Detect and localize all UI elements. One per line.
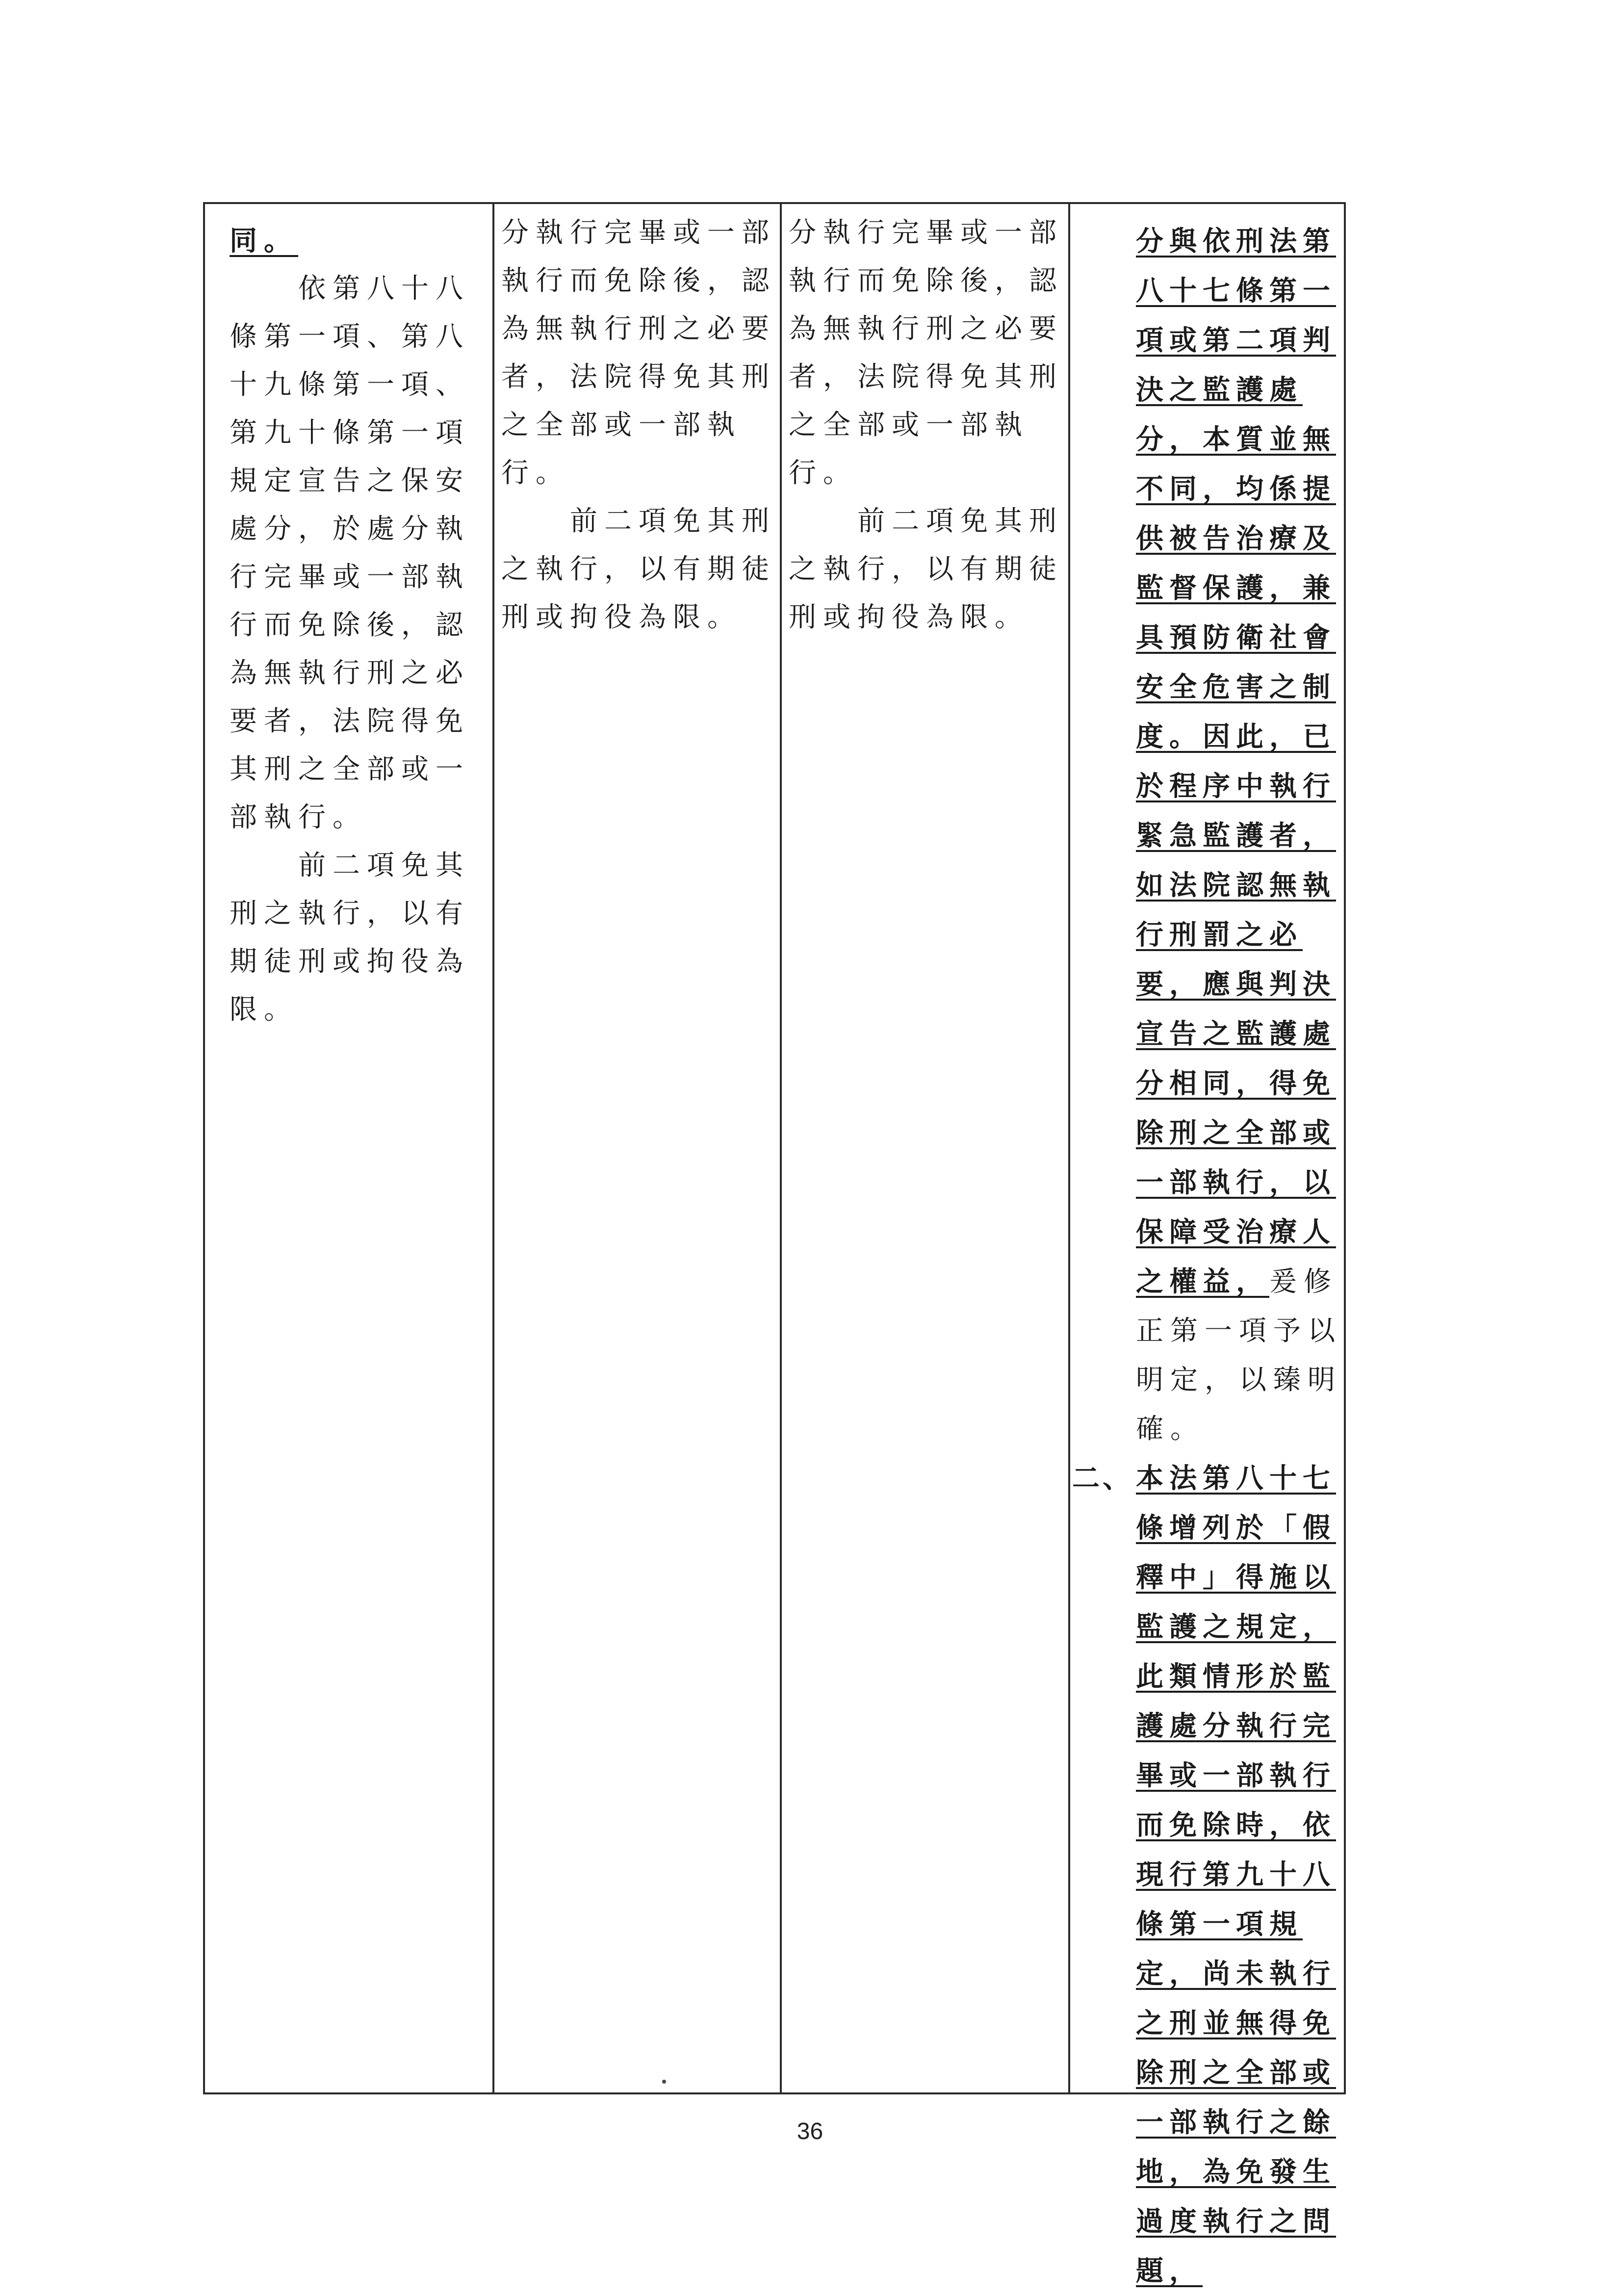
scan-speck xyxy=(662,2080,666,2084)
explanation-item-2-underlined: 本法第八十七條增列於「假釋中」得施以監護之規定，此類情形於監護處分執行完畢或一部執行而免除時，依現行第九十八條第一項規定，尚未執行之刑並無得免除刑之全部或一部執行之餘地，為免發生過度執行之問題， xyxy=(1136,1462,1336,2287)
explanation-item-2 xyxy=(1072,1454,1347,2296)
column-explanation xyxy=(1072,204,1347,2287)
col3-paragraph-2: 前二項免其刑之執行，以有期徒刑或拘役為限。 xyxy=(789,505,1063,633)
explanation-item-1-underlined: 分與依刑法第八十七條第一項或第二項判決之監護處分，本質並無不同，均係提供被告治療及監督保護，兼具預防衛社會安全危害之制度。因此，已於程序中執行緊急監護者，如法院認無執行刑罰之必要，應與判決宣告之監護處分相同，得免除刑之全部或一部執行，以保障受治療人之權益， xyxy=(1136,225,1336,1298)
col1-paragraph-3: 前二項免其刑之執行，以有期徒刑或拘役為限。 xyxy=(230,850,470,1026)
column-draft-text-b xyxy=(789,204,1063,2097)
col1-paragraph-1: 同。 xyxy=(230,225,298,257)
column-current-text xyxy=(230,204,485,2105)
column-draft-text-a xyxy=(501,204,776,2097)
explanation-item-1-tail: 爰修正第一項予以明定，以臻明確。 xyxy=(1136,1266,1342,1445)
col2-paragraph-2: 前二項免其刑之執行，以有期徒刑或拘役為限。 xyxy=(501,505,776,633)
explanation-item-1 xyxy=(1072,217,1347,1454)
col2-paragraph-1: 分執行完畢或一部執行而免除後，認為無執行刑之必要者，法院得免其刑之全部或一部執行。 xyxy=(501,217,776,489)
column-divider-3 xyxy=(1068,204,1070,2092)
explanation-item-2-marker: 二、 xyxy=(1072,1462,1133,1495)
column-divider-2 xyxy=(780,204,782,2092)
col1-paragraph-2: 依第八十八條第一項、第八十九條第一項、第九十條第一項規定宣告之保安處分，於處分執行完畢或一部執行而免除後，認為無執行刑之必要者，法院得免其刑之全部或一部執行。 xyxy=(230,273,470,833)
col3-paragraph-1: 分執行完畢或一部執行而免除後，認為無執行刑之必要者，法院得免其刑之全部或一部執行。 xyxy=(789,217,1063,489)
page-number: 36 xyxy=(797,2118,823,2144)
column-divider-1 xyxy=(492,204,494,2092)
